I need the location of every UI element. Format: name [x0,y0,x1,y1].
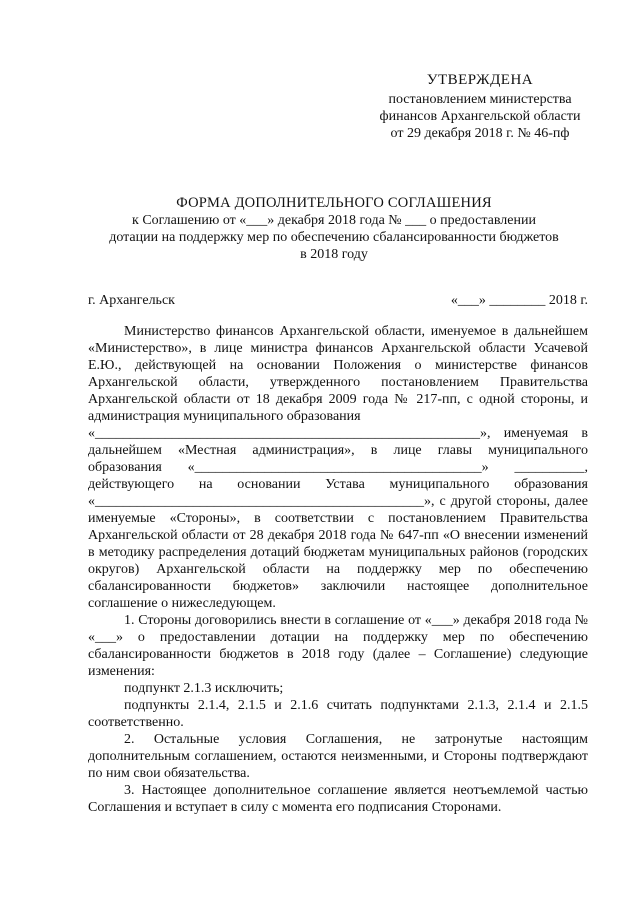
approval-heading: УТВЕРЖДЕНА [426,72,534,88]
agreement-body [88,323,588,816]
agreement-date: «___» ________ 2018 г. [450,293,588,308]
paragraph-local-admin: «_______________________________________________________», именуемая в дальнейшем «Местная администрация», в лице главы муниципального образования «_________________________________________» __________, действующего на основании Устава муниципального образования «_______________________________________________», с другой стороны, далее именуемые «Стороны», в соответствии с постановлением Правительства Архангельской области от 28 декабря 2018 года № 647-пп «О внесении изменений в методику распределения дотаций бюджетам муниципальных районов (городских округов) Архангельской области на поддержку мер по обеспечению сбалансированности бюджетов» заключили настоящее дополнительное соглашение о нижеследующем. [88,426,588,611]
title-line-3: дотации на поддержку мер по обеспечению сбалансированности бюджетов [109,230,559,245]
approval-line-2: финансов Архангельской области [379,109,581,124]
approval-line-1: постановлением министерства [388,92,572,107]
approval-stamp [360,72,600,142]
paragraph-subclause-exclude: подпункт 2.1.3 исключить; [124,681,284,696]
paragraph-subclause-renumber: подпункты 2.1.4, 2.1.5 и 2.1.6 считать подпунктами 2.1.3, 2.1.4 и 2.1.5 соответственно. [88,698,588,730]
paragraph-clause-2: 2. Остальные условия Соглашения, не затронутые настоящим дополнительным соглашением, остаются неизменными, и Стороны подтверждают по ним свои обязательства. [88,732,588,781]
title-caps: ФОРМА ДОПОЛНИТЕЛЬНОГО СОГЛАШЕНИЯ [176,195,492,211]
title-line-4: в 2018 году [300,247,368,262]
paragraph-clause-1: 1. Стороны договорились внести в соглашение от «___» декабря 2018 года № «___» о предоставлении дотации на поддержку мер по обеспечению сбалансированности бюджетов в 2018 году (далее – Соглашение) следующие изменения: [88,613,588,679]
document-title [84,195,584,263]
paragraph-parties: Министерство финансов Архангельской области, именуемое в дальнейшем «Министерство», в лице министра финансов Архангельской области Усачевой Е.Ю., действующей на основании Положения о министерстве финансов Архангельской области, утвержденного постановлением Правительства Архангельской области от 18 декабря 2009 года № 217-пп, с одной стороны, и администрация муниципального образования [88,324,588,424]
paragraph-clause-3: 3. Настоящее дополнительное соглашение является неотъемлемой частью Соглашения и вступает в силу с момента его подписания Сторонами. [88,783,588,815]
approval-line-3: от 29 декабря 2018 г. № 46-пф [390,126,570,141]
city-name: г. Архангельск [88,293,175,308]
title-line-2: к Соглашению от «___» декабря 2018 года № ___ о предоставлении [132,213,536,228]
